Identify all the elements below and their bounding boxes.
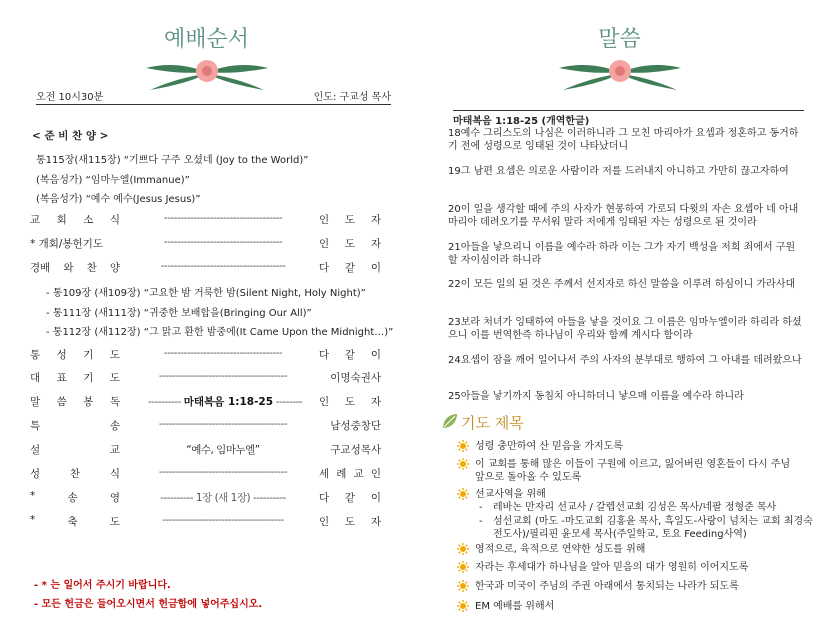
service-time: 오전 10시30분 (36, 92, 104, 103)
verse: 24요셉이 잠을 깨어 일어나서 주의 사자의 분부대로 행하여 그 아내를 데려왔으나 (448, 355, 802, 366)
verse: 20이 일을 생각할 때에 주의 사자가 현몽하여 가로되 다윗의 자손 요셉아 네 아내 마리아 데려오기를 무서워 말라 저에게 잉태된 자는 성령으로 된 것이라 (448, 204, 799, 228)
scripture-ref: 마태복음 1:18-25 (183, 396, 274, 408)
order-dashes: --------------------------------------- (158, 418, 288, 430)
header-line (36, 88, 391, 105)
order-row (30, 418, 381, 434)
note-line: - * 는 일어서 주시기 바랍니다. (34, 580, 171, 591)
prayer-item: 성령 충만하여 산 믿음을 가지도록 (457, 440, 802, 453)
verse: 19그 남편 요셉은 의로운 사람이라 저를 드러내지 아니하고 가만히 끊고자하여 (448, 166, 789, 177)
order-who: 다 같 이 (319, 492, 381, 504)
hymn-line: - 통111장 (새111장) “귀중한 보배합을(Bringing Our All)” (46, 308, 312, 319)
doxology: ---------- 1장 (새 1장) ---------- (160, 492, 286, 504)
page-title: 예배순서 (163, 27, 249, 52)
order-name: 교 회 소 식 (30, 214, 120, 226)
order-dashes: --------------------------------------- (158, 370, 288, 382)
scripture-page (413, 0, 826, 636)
passage-heading: 마태복음 1:18-25 (개역한글) (453, 110, 804, 126)
order-dashes: ------------------------------------ (163, 347, 283, 359)
order-who: 인 도 자 (319, 516, 381, 528)
sun-bullet-icon (457, 488, 469, 500)
order-who: 다 같 이 (319, 262, 381, 274)
mission-sub: 섬선교회 (마도 -마도교회 김홍윤 목사, 흑일도-사랑이 넘치는 교회 최경숙 전도사)/필리핀 윤모세 목사(주일학교, 토요 Feeding사역) (493, 516, 813, 540)
verse: 21아들을 낳으리니 이름을 예수라 하라 이는 그가 자기 백성을 저희 죄에서 구원할 자이심이라 하니라 (448, 242, 796, 266)
order-who: 다 같 이 (319, 349, 381, 361)
order-who: 이명숙권사 (330, 372, 381, 384)
praise-line: (복음성가) “임마누엘(Immanue)” (36, 175, 190, 186)
floral-ornament (555, 48, 685, 94)
dash: -------- (275, 396, 303, 408)
service-leader: 인도: 구교성 목사 (313, 92, 391, 103)
dash: ---------- (148, 396, 181, 408)
order-row (30, 394, 381, 410)
order-name: * 송 영 (30, 490, 120, 504)
sun-bullet-icon (457, 543, 469, 555)
order-row (30, 347, 381, 363)
order-who: 남성중창단 (330, 420, 381, 432)
order-row (30, 442, 381, 458)
praise-line: (복음성가) “예수 예수(Jesus Jesus)” (36, 194, 201, 205)
prayer-item: 한국과 미국이 주님의 주권 아래에서 통치되는 나라가 되도록 (457, 580, 802, 593)
order-row (30, 236, 381, 252)
order-name: 설 교 (30, 444, 120, 456)
sun-bullet-icon (457, 600, 469, 612)
order-name: 말 씀 봉 독 (30, 396, 120, 408)
scripture-reading (148, 394, 303, 409)
prayer-item: 자라는 후세대가 하나님을 알아 믿음의 대가 영원히 이어지도록 (457, 561, 802, 574)
order-row (30, 260, 381, 276)
order-who: 인 도 자 (319, 396, 381, 408)
order-dashes: ------------------------------------ (163, 236, 283, 248)
mission-dash: - (479, 502, 483, 513)
prayer-item: 선교사역을 위해 (457, 488, 802, 501)
verse: 22이 모든 일의 된 것은 주께서 선지자로 하신 말씀을 이루려 하심이니 가라사대 (448, 279, 796, 290)
order-row (30, 514, 381, 530)
order-name: 특 송 (30, 420, 120, 432)
order-dashes: ------------------------------------ (163, 212, 283, 224)
prayer-title: 기도 제목 (461, 414, 524, 432)
sun-bullet-icon (457, 440, 469, 452)
prayer-item: EM 예배를 위해서 (457, 600, 802, 613)
order-dashes: --------------------------------------- (158, 466, 288, 478)
order-dashes: ------------------------------------- (162, 514, 284, 526)
order-name: 경배 와 찬 양 (30, 262, 120, 274)
order-row (30, 490, 381, 506)
order-row (30, 370, 381, 386)
hymn-line: - 통112장 (새112장) “그 맑고 환한 밤중에(It Came Upon the Midnight…)” (46, 327, 394, 338)
verse: 25아들을 낳기까지 동침치 아니하더니 낳으매 이름을 예수라 하니라 (448, 391, 744, 402)
mission-sub: 레바논 만자리 선교사 / 갈렙선교회 김성은 목사/네팔 정형준 목사 (493, 502, 777, 513)
mission-dash: - (479, 516, 483, 527)
order-name: * 축 도 (30, 514, 120, 528)
prayer-item: 영적으로, 육적으로 연약한 성도를 위해 (457, 543, 802, 556)
verse: 18예수 그리스도의 나심은 이러하니라 그 모친 마리아가 요셉과 정혼하고 동거하기 전에 성령으로 잉태된 것이 나타났더니 (448, 128, 799, 152)
order-dashes: -------------------------------------- (160, 260, 286, 272)
order-row (30, 466, 381, 482)
page-title: 말씀 (598, 27, 641, 52)
order-row (30, 212, 381, 228)
sun-bullet-icon (457, 561, 469, 573)
order-name: 성 찬 식 (30, 468, 120, 480)
order-who: 인 도 자 (319, 238, 381, 250)
verse: 23보라 처녀가 잉태하여 아들을 낳을 것이요 그 이름은 임마누엘이라 하리라 하셨으니 이를 번역한즉 하나님이 우리와 함께 계시다 함이라 (448, 317, 802, 341)
order-who: 구교성목사 (330, 444, 381, 456)
sermon-title: “예수, 임마누엘” (186, 444, 260, 456)
order-name: 대 표 기 도 (30, 372, 120, 384)
sun-bullet-icon (457, 580, 469, 592)
order-name: * 개회/봉헌기도 (30, 238, 103, 250)
sun-bullet-icon (457, 458, 469, 470)
praise-header: < 준 비 찬 양 > (32, 130, 109, 142)
order-who: 인 도 자 (319, 214, 381, 226)
prayer-item: 이 교회를 통해 많은 이들이 구원에 이르고, 잃어버린 영혼들이 다시 주님 앞으로 돌아올 수 있도록 (457, 458, 802, 484)
note-line: - 모든 헌금은 들어오시면서 헌금함에 넣어주십시오. (34, 599, 263, 610)
order-name: 통 성 기 도 (30, 349, 120, 361)
order-who: 세 례 교 인 (319, 468, 381, 480)
praise-line: 통115장(새115장) “기쁘다 구주 오셨네 (Joy to the World)” (36, 155, 309, 166)
hymn-line: - 통109장 (새109장) “고요한 밤 거룩한 밤(Silent Night, Holy Night)” (46, 288, 366, 299)
